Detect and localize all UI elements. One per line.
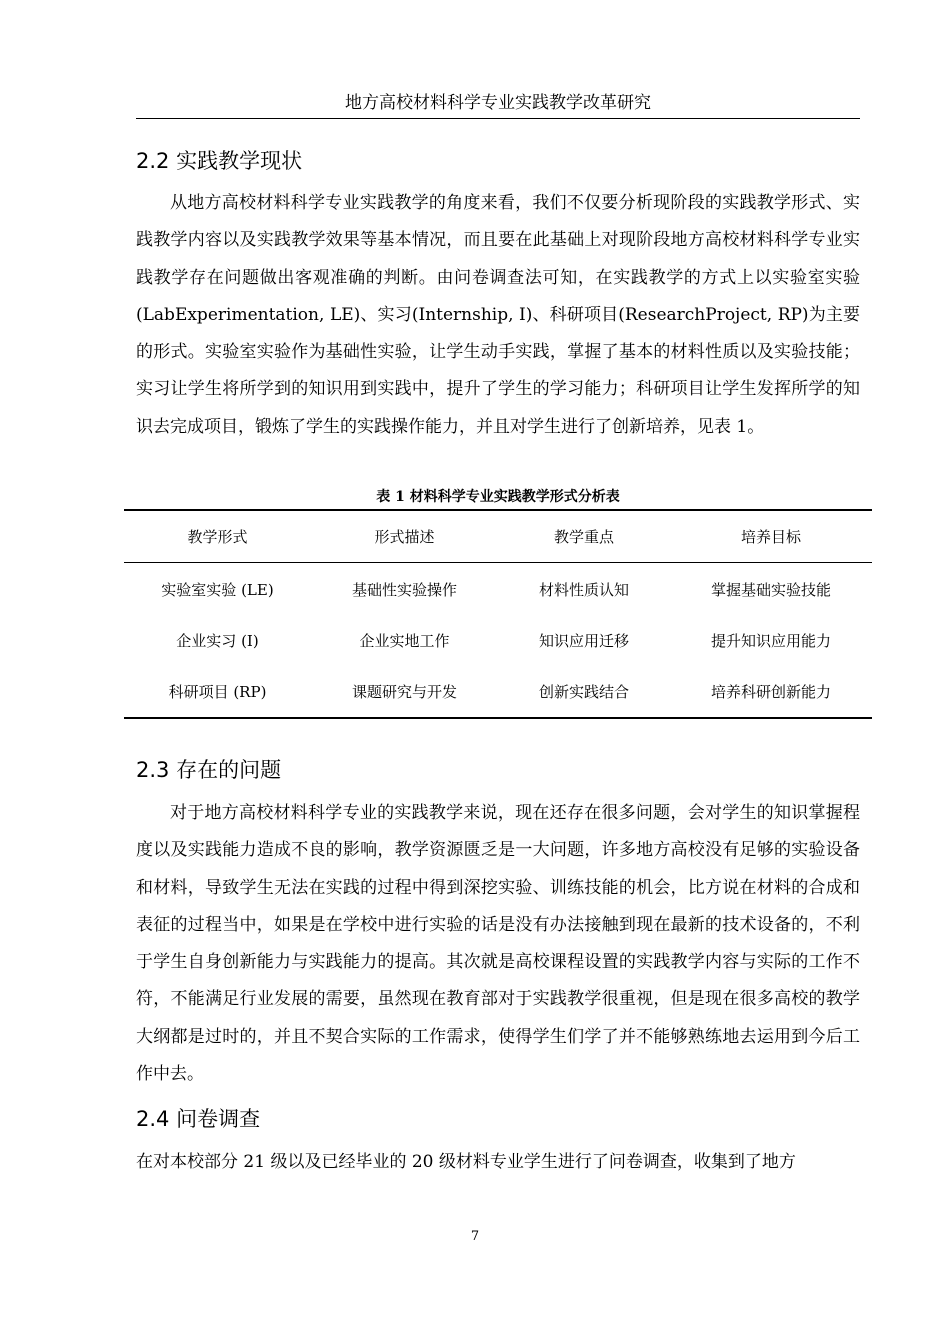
table-cell: 知识应用迁移 bbox=[539, 632, 630, 650]
teaching-form-table bbox=[124, 509, 872, 719]
table-cell: 课题研究与开发 bbox=[311, 666, 498, 718]
section-heading-2-3: 2.3 存在的问题 bbox=[136, 758, 282, 782]
table-header-cell: 培养目标 bbox=[670, 510, 872, 563]
table-caption: 表 1 材料科学专业实践教学形式分析表 bbox=[376, 489, 620, 505]
table-header-row bbox=[124, 510, 872, 563]
running-header: 地方高校材料科学专业实践教学改革研究 bbox=[345, 93, 651, 113]
section-paragraph-2-2: 从地方高校材料科学专业实践教学的角度来看，我们不仅要分析现阶段的实践教学形式、实践教学内容以及实践教学效果等基本情况，而且要在此基础上对现阶段地方高校材料科学专业实践教学存在问题做出客观准确的判断。由问卷调查法可知，在实践教学的方式上以实验室实验(LabExperimentation, LE)、实习(Internship, I)、科研项目(ResearchProject, RP)为主要的形式。实验室实验作为基础性实验，让学生动手实践，掌握了基本的材料性质以及实验技能；实习让学生将所学到的知识用到实践中，提升了学生的学习能力；科研项目让学生发挥所学的知识去完成项目，锻炼了学生的实践操作能力，并且对学生进行了创新培养，见表 1。 bbox=[136, 193, 860, 437]
section-heading-2-2: 2.2 实践教学现状 bbox=[136, 149, 303, 173]
table-cell: 企业实地工作 bbox=[359, 632, 450, 650]
table-cell: 材料性质认知 bbox=[539, 581, 630, 599]
table-cell: 培养科研创新能力 bbox=[670, 666, 872, 718]
table-header-cell: 形式描述 bbox=[311, 510, 498, 563]
table-row bbox=[124, 563, 872, 616]
section-heading-2-4: 2.4 问卷调查 bbox=[136, 1107, 261, 1131]
table-header-cell: 教学重点 bbox=[498, 510, 670, 563]
page-number: 7 bbox=[470, 1229, 480, 1244]
header-rule bbox=[136, 118, 860, 119]
table-cell: 掌握基础实验技能 bbox=[711, 581, 832, 599]
table-header-cell: 教学形式 bbox=[124, 510, 311, 563]
table-row bbox=[124, 615, 872, 666]
table-cell: 提升知识应用能力 bbox=[711, 632, 832, 650]
table-cell: 实验室实验 (LE) bbox=[161, 581, 274, 599]
table-cell: 基础性实验操作 bbox=[351, 581, 457, 599]
table-cell: 创新实践结合 bbox=[498, 666, 670, 718]
section-paragraph-2-3: 对于地方高校材料科学专业的实践教学来说，现在还存在很多问题，会对学生的知识掌握程度以及实践能力造成不良的影响，教学资源匮乏是一大问题，许多地方高校没有足够的实验设备和材料，导致学生无法在实践的过程中得到深挖实验、训练技能的机会，比方说在材料的合成和表征的过程当中，如果是在学校中进行实验的话是没有办法接触到现在最新的技术设备的，不利于学生自身创新能力与实践能力的提高。其次就是高校课程设置的实践教学内容与实际的工作不符，不能满足行业发展的需要，虽然现在教育部对于实践教学很重视，但是现在很多高校的教学大纲都是过时的，并且不契合实际的工作需求，使得学生们学了并不能够熟练地去运用到今后工作中去。 bbox=[136, 803, 860, 1085]
table-row bbox=[124, 666, 872, 718]
table-cell: 科研项目 (RP) bbox=[124, 666, 311, 718]
table-cell: 企业实习 (I) bbox=[176, 632, 259, 650]
section-paragraph-2-4: 在对本校部分 21 级以及已经毕业的 20 级材料专业学生进行了问卷调查，收集到了地方 bbox=[136, 1152, 796, 1172]
